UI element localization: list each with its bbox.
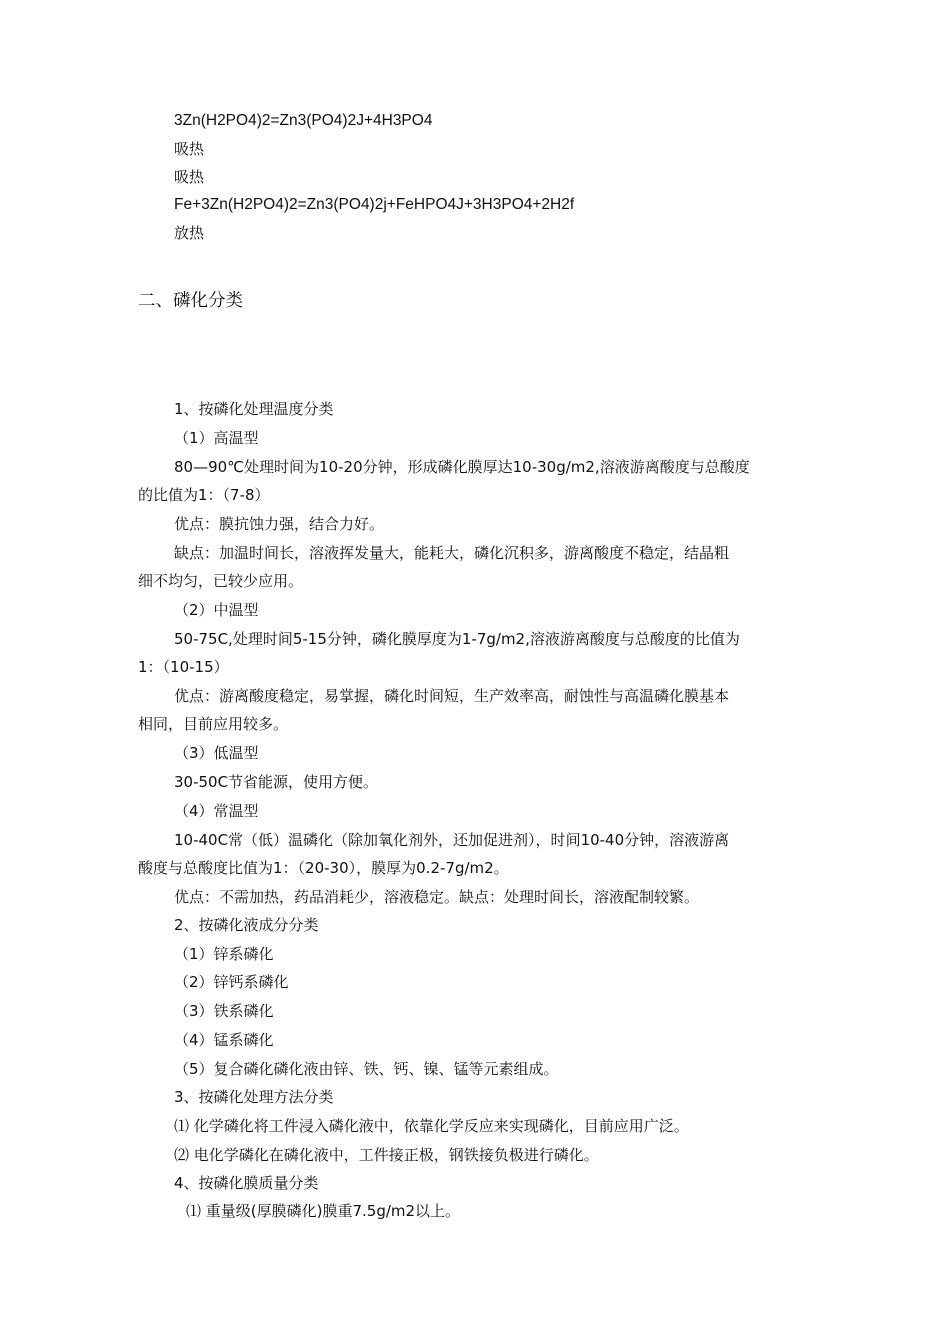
list-item: （5）复合磷化磷化液由锌、铁、钙、镍、锰等元素组成。: [174, 1060, 559, 1078]
equation-2-note: 放热: [174, 224, 205, 242]
weight-class-title: 4、按磷化膜质量分类: [174, 1174, 319, 1192]
medium-temp-desc-line2: 1：（10-15）: [138, 658, 229, 676]
low-temp-desc: 30-50C节省能源，使用方便。: [174, 773, 379, 791]
normal-temp-desc-line1: 10-40C常（低）温磷化（除加氧化剂外，还加促进剂），时间10-40分钟，溶液游离: [174, 831, 730, 849]
high-temp-pros: 优点：膜抗蚀力强，结合力好。: [174, 515, 385, 533]
list-item: ⑵ 电化学磷化在磷化液中，工件接正极，钢铁接负极进行磷化。: [174, 1146, 599, 1164]
equation-2: Fe+3Zn(H2PO4)2=Zn3(PO4)2j+FeHPO4J+3H3PO4+2H2f: [174, 196, 575, 213]
high-temp-desc-line2: 的比值为1：（7-8）: [138, 486, 270, 504]
list-item: ⑴ 重量级(厚膜磷化)膜重7.5g/m2以上。: [186, 1202, 461, 1220]
list-item: （4）锰系磷化: [174, 1031, 274, 1049]
equation-2-pre-note: 吸热: [174, 168, 205, 186]
high-temp-cons-line1: 缺点：加温时间长，溶液挥发量大，能耗大，磷化沉积多，游离酸度不稳定，结晶粗: [174, 544, 730, 562]
medium-temp-desc-line1: 50-75C,处理时间5-15分钟，磷化膜厚度为1-7g/m2,溶液游离酸度与总酸度的比值为: [174, 630, 740, 648]
normal-temp-label: （4）常温型: [174, 802, 259, 820]
method-class-title: 3、按磷化处理方法分类: [174, 1088, 334, 1106]
composition-class-title: 2、按磷化液成分分类: [174, 916, 319, 934]
temperature-class-title: 1、按磷化处理温度分类: [174, 400, 334, 418]
equation-1: 3Zn(H2PO4)2=Zn3(PO4)2J+4H3PO4: [174, 112, 433, 129]
high-temp-desc-line1: 80—90℃处理时间为10-20分钟，形成磷化膜厚达10-30g/m2,溶液游离酸度与总酸度: [174, 458, 750, 476]
high-temp-label: （1）高温型: [174, 429, 259, 447]
list-item: ⑴ 化学磷化将工件浸入磷化液中，依靠化学反应来实现磷化，目前应用广泛。: [174, 1117, 689, 1135]
normal-temp-desc-line2: 酸度与总酸度比值为1：（20-30），膜厚为0.2-7g/m2。: [138, 859, 509, 877]
low-temp-label: （3）低温型: [174, 744, 259, 762]
list-item: （2）锌钙系磷化: [174, 973, 289, 991]
high-temp-cons-line2: 细不均匀，已较少应用。: [138, 572, 304, 590]
medium-temp-label: （2）中温型: [174, 601, 259, 619]
section-title: 二、磷化分类: [138, 291, 243, 311]
equation-1-note: 吸热: [174, 140, 205, 158]
normal-temp-pros-cons: 优点：不需加热，药品消耗少，溶液稳定。缺点：处理时间长，溶液配制较繁。: [174, 888, 700, 906]
list-item: （3）铁系磷化: [174, 1002, 274, 1020]
medium-temp-pros-line2: 相同，目前应用较多。: [138, 715, 289, 733]
list-item: （1）锌系磷化: [174, 945, 274, 963]
medium-temp-pros-line1: 优点：游离酸度稳定，易掌握，磷化时间短，生产效率高，耐蚀性与高温磷化膜基本: [174, 687, 730, 705]
